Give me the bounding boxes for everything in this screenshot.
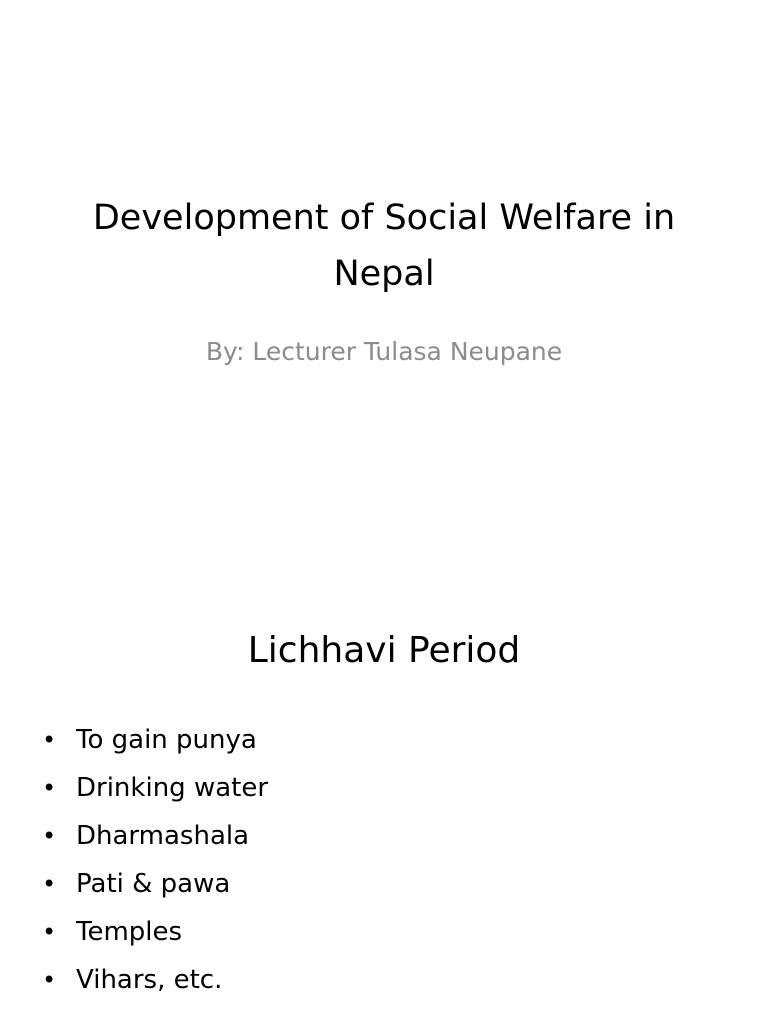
list-item — [42, 812, 722, 860]
presentation-subtitle: By: Lecturer Tulasa Neupane — [205, 337, 563, 366]
list-item-text: Vihars, etc. — [76, 965, 223, 995]
bullet-list — [42, 716, 722, 1004]
list-item-text: Pati & pawa — [76, 869, 231, 899]
slide-lichhavi-period — [0, 512, 768, 1024]
bullet-icon: • — [42, 966, 57, 994]
list-item — [42, 908, 722, 956]
bullet-icon: • — [42, 870, 57, 898]
slide-heading: Lichhavi Period — [247, 630, 521, 671]
list-item-text: Temples — [76, 917, 183, 947]
bullet-icon: • — [42, 918, 57, 946]
bullet-icon: • — [42, 774, 57, 802]
list-item — [42, 956, 722, 1004]
presentation-title: Development of Social Welfare in Nepal — [92, 198, 676, 294]
bullet-icon: • — [42, 726, 57, 754]
list-item — [42, 716, 722, 764]
list-item-text: To gain punya — [76, 725, 257, 755]
list-item — [42, 764, 722, 812]
bullet-icon: • — [42, 822, 57, 850]
list-item-text: Drinking water — [76, 773, 269, 803]
list-item-text: Dharmashala — [76, 821, 250, 851]
list-item — [42, 860, 722, 908]
